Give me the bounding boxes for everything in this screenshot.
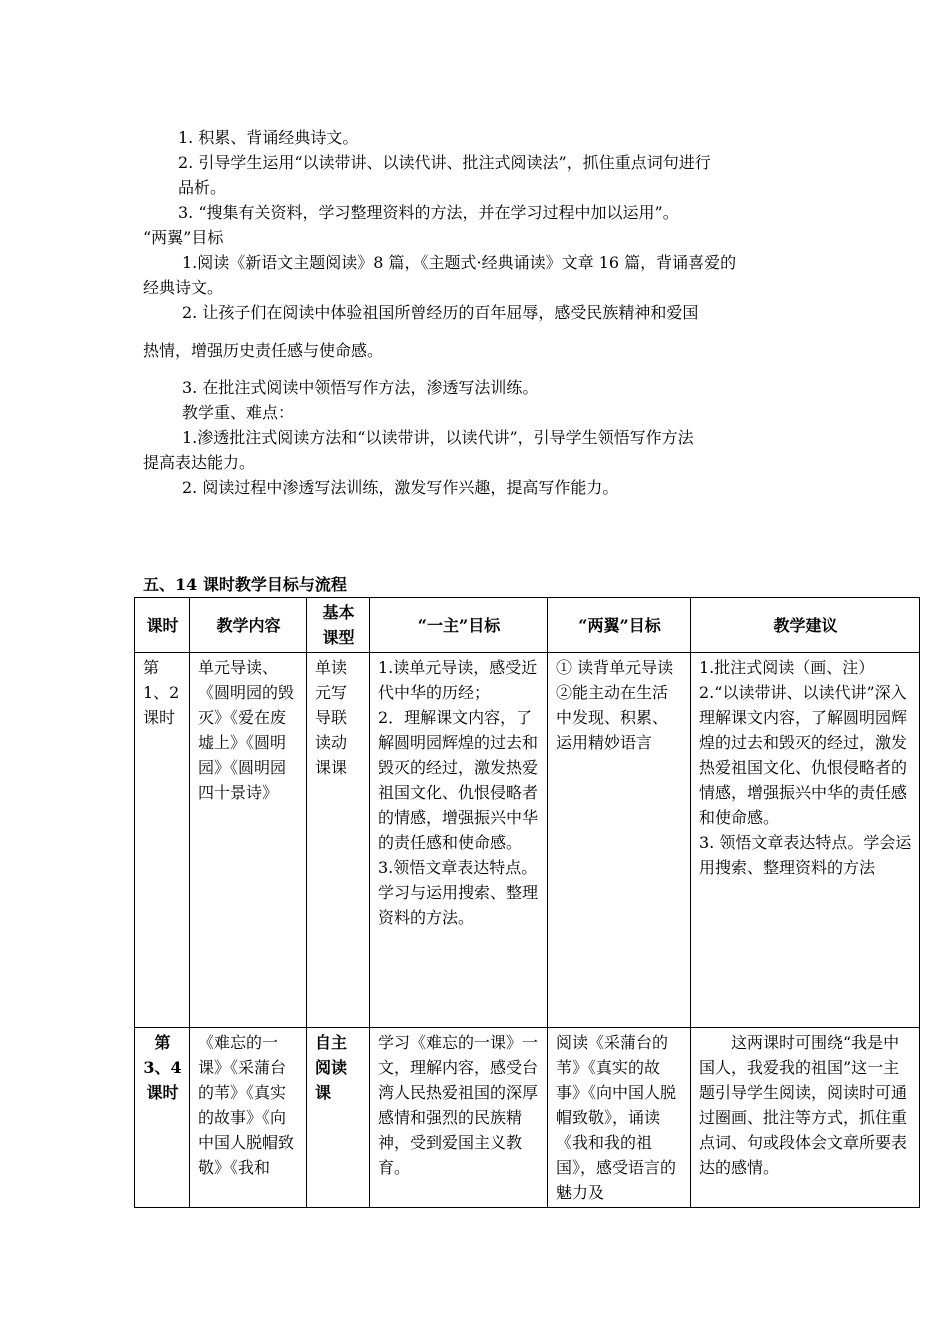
- key-point-1: 1.渗透批注式阅读方法和“以读带讲，以读代讲”，引导学生领悟写作方法: [182, 428, 694, 447]
- header-content: 教学内容: [190, 598, 307, 653]
- key-point-2: 2. 阅读过程中渗透写法训练，激发写作兴趣，提高写作能力。: [182, 478, 619, 497]
- key-point-1-cont: 提高表达能力。: [143, 453, 256, 472]
- header-period: 课时: [135, 598, 190, 653]
- goal-line-2-cont: 品析。: [178, 178, 227, 197]
- row2-main-goal: 学习《难忘的一课》一文，理解内容，感受台湾人民热爱祖国的深厚感情和强烈的民族精神，受到爱国主义教育。: [370, 1028, 548, 1208]
- row2-period: 第 3、4 课时: [135, 1028, 190, 1208]
- row1-content: 单元导读、《圆明园的毁灭》《爱在废墟上》《圆明园》《圆明园四十景诗》: [190, 653, 307, 1028]
- wing-goal-3: 3. 在批注式阅读中领悟写作方法，渗透写法训练。: [182, 378, 539, 397]
- goal-line-3: 3. “搜集有关资料，学习整理资料的方法，并在学习过程中加以运用”。: [178, 203, 679, 222]
- lesson-plan-table: [134, 597, 920, 1208]
- header-wing-goal: “两翼”目标: [548, 598, 691, 653]
- wing-goal-2: 2. 让孩子们在阅读中体验祖国所曾经历的百年屈辱，感受民族精神和爱国: [182, 303, 699, 322]
- row1-advice: 1.批注式阅读（画、注） 2.“以读带讲、以读代讲”深入理解课文内容，了解圆明园辉煌的过去和毁灭的经过，激发热爱祖国文化、仇恨侵略者的情感，增强振兴中华的责任感和使命感。 3. 领悟文章表达特点。学会运用搜索、整理资料的方法: [691, 653, 920, 1028]
- row1-type: 单读元写导联读动课课: [307, 653, 370, 1028]
- header-advice: 教学建议: [691, 598, 920, 653]
- wing-goal-heading: “两翼”目标: [143, 228, 224, 247]
- row2-content: 《难忘的一课》《采蒲台的苇》《真实的故事》《向中国人脱帽致敬》《我和: [190, 1028, 307, 1208]
- header-main-goal: “一主”目标: [370, 598, 548, 653]
- wing-goal-1: 1.阅读《新语文主题阅读》8 篇，《主题式·经典诵读》文章 16 篇，背诵喜爱的: [182, 253, 737, 272]
- table-header-row: [135, 598, 920, 653]
- section-title: 五、14 课时教学目标与流程: [143, 575, 347, 594]
- goal-line-2: 2. 引导学生运用“以读带讲、以读代讲、批注式阅读法”，抓住重点词句进行: [178, 153, 711, 172]
- wing-goal-2-cont: 热情，增强历史责任感与使命感。: [143, 341, 384, 360]
- wing-goal-1-cont: 经典诗文。: [143, 278, 224, 297]
- row1-main-goal: 1.读单元导读，感受近代中华的历经； 2．理解课文内容，了解圆明园辉煌的过去和毁灭的经过，激发热爱祖国文化、仇恨侵略者的情感，增强振兴中华的责任感和使命感。 3.领悟文章表达特点。学习与运用搜索、整理资料的方法。: [370, 653, 548, 1028]
- header-type: 基本课型: [307, 598, 370, 653]
- table-row: [135, 653, 920, 1028]
- table-row: [135, 1028, 920, 1208]
- row2-type: 自主阅读课: [307, 1028, 370, 1208]
- row1-wing-goal: ① 读背单元导读②能主动在生活中发现、积累、运用精妙语言: [548, 653, 691, 1028]
- row1-period: 第 1、2 课时: [135, 653, 190, 1028]
- row2-wing-goal: 阅读《采蒲台的苇》《真实的故事》《向中国人脱帽致敬》，诵读《我和我的祖国》，感受语言的魅力及: [548, 1028, 691, 1208]
- key-points-heading: 教学重、难点：: [182, 403, 295, 422]
- row2-advice: 这两课时可围绕“我是中国人，我爱我的祖国”这一主题引导学生阅读，阅读时可通过圈画、批注等方式，抓住重点词、句或段体会文章所要表达的感情。: [691, 1028, 920, 1208]
- goal-line-1: 1. 积累、背诵经典诗文。: [178, 128, 359, 147]
